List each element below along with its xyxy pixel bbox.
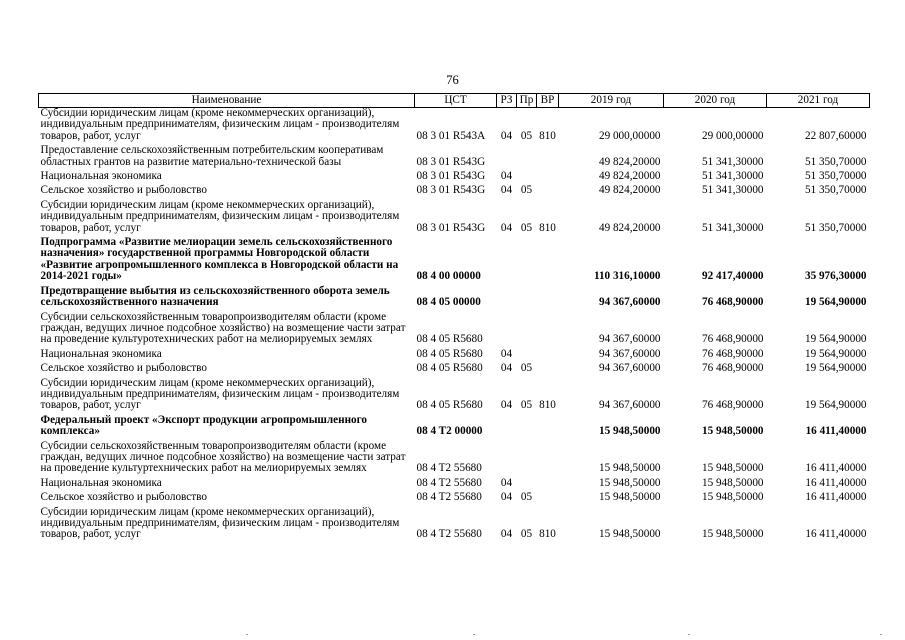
row-pr: 05 <box>520 221 533 234</box>
table-row <box>39 309 870 346</box>
budget-table <box>38 93 870 541</box>
row-value-2019: 94 367,60000 <box>598 362 661 375</box>
row-name: Субсидии сельскохозяйственным товаропроизводителям области (кроме граждан, ведущих личное подсобное хозяйство) на возмещение части затрат на проведение культуротехнических работ на мелиорируемых землях <box>40 310 406 346</box>
row-pr <box>517 234 537 283</box>
row-name: Субсидии сельскохозяйственным товаропроизводителям области (кроме граждан, ведущих личное подсобное хозяйство) на возмещение части затрат на проведение культуртехнических работ на мелиорируемых землях <box>40 439 406 475</box>
row-value-2021: 19 564,90000 <box>804 333 867 346</box>
row-value-2020: 15 948,50000 <box>701 476 764 489</box>
row-rz: 04 <box>500 170 513 183</box>
row-value-2021: 35 976,30000 <box>804 270 867 283</box>
row-value-2019: 29 000,00000 <box>598 129 661 142</box>
row-cst: 08 3 01 R543G <box>416 170 486 183</box>
header-2019: 2019 год <box>559 94 664 108</box>
row-pr <box>517 475 537 489</box>
scan-edge-dots <box>0 634 905 636</box>
row-rz <box>497 309 517 346</box>
row-cst: 08 3 01 R543G <box>416 184 486 197</box>
row-vr <box>537 360 559 374</box>
row-pr <box>517 168 537 182</box>
row-value-2020: 76 468,90000 <box>701 399 764 412</box>
row-vr: 810 <box>539 399 556 412</box>
row-vr <box>537 168 559 182</box>
table-row <box>39 108 870 143</box>
row-name: Предоставление сельскохозяйственным потребительским кооперативам областных грантов на развитие материально-технической базы <box>40 144 384 168</box>
header-2020: 2020 год <box>664 94 767 108</box>
row-value-2020: 51 341,30000 <box>701 184 764 197</box>
row-cst: 08 4 T2 55680 <box>416 476 482 489</box>
row-pr <box>517 412 537 438</box>
row-rz: 04 <box>500 528 513 541</box>
header-cst: ЦСТ <box>415 94 497 108</box>
row-value-2019: 49 824,20000 <box>598 184 661 197</box>
row-value-2020: 76 468,90000 <box>701 362 764 375</box>
row-rz: 04 <box>500 476 513 489</box>
row-value-2020: 29 000,00000 <box>701 129 764 142</box>
row-pr: 05 <box>520 528 533 541</box>
row-value-2020: 92 417,40000 <box>701 270 764 283</box>
row-value-2021: 16 411,40000 <box>805 476 867 489</box>
table-row <box>39 142 870 168</box>
table-row <box>39 475 870 489</box>
row-cst: 08 4 T2 55680 <box>416 462 482 475</box>
row-cst: 08 4 T2 55680 <box>416 491 482 504</box>
table-row <box>39 360 870 374</box>
row-value-2019: 15 948,50000 <box>598 425 661 438</box>
table-row <box>39 504 870 541</box>
row-value-2020: 76 468,90000 <box>701 347 764 360</box>
row-cst: 08 4 T2 55680 <box>416 528 482 541</box>
row-cst: 08 4 00 00000 <box>416 270 481 283</box>
row-cst: 08 3 01 R543G <box>416 221 486 234</box>
row-vr <box>537 489 559 503</box>
table-row <box>39 283 870 309</box>
row-vr <box>537 438 559 475</box>
row-name: Субсидии юридическим лицам (кроме некоммерческих организаций), индивидуальным предпринимателям, физическим лицам - производителям товаров, работ, услуг <box>40 376 400 412</box>
row-cst: 08 3 01 R543G <box>416 155 486 168</box>
row-vr: 810 <box>539 129 556 142</box>
row-pr: 05 <box>520 399 533 412</box>
table-body <box>39 108 870 541</box>
row-name: Федеральный проект «Экспорт продукции агропромышленного комплекса» <box>40 413 368 438</box>
row-value-2021: 19 564,90000 <box>804 399 867 412</box>
row-value-2019: 49 824,20000 <box>598 221 661 234</box>
row-rz: 04 <box>500 399 513 412</box>
row-pr <box>517 346 537 360</box>
row-value-2020: 51 341,30000 <box>701 221 764 234</box>
row-vr <box>537 475 559 489</box>
table-row <box>39 438 870 475</box>
row-pr <box>517 283 537 309</box>
row-value-2020: 15 948,50000 <box>701 425 764 438</box>
row-rz: 04 <box>500 362 513 375</box>
row-value-2021: 51 350,70000 <box>804 184 867 197</box>
row-name: Сельское хозяйство и рыболовство <box>40 491 207 504</box>
row-vr <box>537 412 559 438</box>
row-value-2021: 16 411,40000 <box>805 425 867 438</box>
row-rz <box>497 438 517 475</box>
row-cst: 08 4 05 R5680 <box>416 362 483 375</box>
row-cst: 08 4 05 R5680 <box>416 347 483 360</box>
row-rz <box>497 283 517 309</box>
row-rz <box>497 412 517 438</box>
row-value-2020: 15 948,50000 <box>701 462 764 475</box>
row-name: Предотвращение выбытия из сельскохозяйственного оборота земель сельскохозяйственного назначения <box>40 284 390 309</box>
row-pr: 05 <box>520 184 533 197</box>
row-vr <box>537 142 559 168</box>
row-value-2020: 51 341,30000 <box>701 170 764 183</box>
header-pr: Пр <box>517 94 537 108</box>
row-rz <box>497 142 517 168</box>
table-row <box>39 234 870 283</box>
row-value-2019: 110 316,10000 <box>593 270 661 283</box>
row-vr: 810 <box>539 221 556 234</box>
row-pr <box>517 438 537 475</box>
row-value-2019: 49 824,20000 <box>598 155 661 168</box>
row-vr <box>537 182 559 196</box>
row-value-2020: 76 468,90000 <box>701 333 764 346</box>
row-value-2019: 15 948,50000 <box>598 476 661 489</box>
row-vr <box>537 346 559 360</box>
table-row <box>39 489 870 503</box>
row-value-2019: 94 367,60000 <box>598 296 661 309</box>
row-value-2019: 15 948,50000 <box>598 491 661 504</box>
row-name: Национальная экономика <box>40 476 162 489</box>
row-rz: 04 <box>500 129 513 142</box>
page-number: 76 <box>446 73 459 87</box>
table-row <box>39 346 870 360</box>
header-2021: 2021 год <box>767 94 870 108</box>
row-name: Национальная экономика <box>40 347 162 360</box>
row-value-2021: 16 411,40000 <box>805 528 867 541</box>
row-value-2020: 15 948,50000 <box>701 528 764 541</box>
table-row <box>39 375 870 412</box>
row-value-2021: 16 411,40000 <box>805 491 867 504</box>
row-name: Субсидии юридическим лицам (кроме некоммерческих организаций), индивидуальным предпринимателям, физическим лицам - производителям товаров, работ, услуг <box>40 505 400 541</box>
row-name: Субсидии юридическим лицам (кроме некоммерческих организаций), индивидуальным предпринимателям, физическим лицам - производителям товаров, работ, услуг <box>40 198 400 234</box>
row-rz: 04 <box>500 221 513 234</box>
row-value-2021: 19 564,90000 <box>804 362 867 375</box>
row-value-2019: 15 948,50000 <box>598 528 661 541</box>
row-cst: 08 4 05 00000 <box>416 296 481 309</box>
row-value-2020: 15 948,50000 <box>701 491 764 504</box>
header-rz: РЗ <box>497 94 517 108</box>
table-row <box>39 412 870 438</box>
row-value-2019: 94 367,60000 <box>598 333 661 346</box>
table-row <box>39 168 870 182</box>
row-value-2021: 51 350,70000 <box>804 170 867 183</box>
row-cst: 08 3 01 R543A <box>416 129 486 142</box>
row-name: Национальная экономика <box>40 170 162 183</box>
row-name: Субсидии юридическим лицам (кроме некоммерческих организаций), индивидуальным предпринимателям, физическим лицам - производителям товаров, работ, услуг <box>40 107 400 142</box>
row-value-2019: 49 824,20000 <box>598 170 661 183</box>
row-vr <box>537 283 559 309</box>
row-pr: 05 <box>520 491 533 504</box>
row-value-2019: 94 367,60000 <box>598 399 661 412</box>
row-vr <box>537 309 559 346</box>
row-value-2021: 16 411,40000 <box>805 462 867 475</box>
row-value-2019: 15 948,50000 <box>598 462 661 475</box>
row-name: Сельское хозяйство и рыболовство <box>40 184 207 197</box>
row-rz: 04 <box>500 184 513 197</box>
row-value-2021: 19 564,90000 <box>804 296 867 309</box>
row-vr: 810 <box>539 528 556 541</box>
row-value-2020: 76 468,90000 <box>701 296 764 309</box>
row-value-2021: 22 807,60000 <box>804 129 867 142</box>
row-rz: 04 <box>500 347 513 360</box>
row-name: Сельское хозяйство и рыболовство <box>40 362 207 375</box>
table-row <box>39 197 870 234</box>
row-cst: 08 4 05 R5680 <box>416 333 483 346</box>
row-name: Подпрограмма «Развитие мелиорации земель сельскохозяйственного назначения» государственной программы Новгородской области «Развитие агропромышленного комплекса в Новгородской области на 2014-2021 годы» <box>40 236 399 283</box>
row-value-2019: 94 367,60000 <box>598 347 661 360</box>
row-pr: 05 <box>520 362 533 375</box>
row-value-2021: 19 564,90000 <box>804 347 867 360</box>
row-cst: 08 4 05 R5680 <box>416 399 483 412</box>
table-row <box>39 182 870 196</box>
row-value-2021: 51 350,70000 <box>804 155 867 168</box>
row-cst: 08 4 T2 00000 <box>416 425 483 438</box>
row-rz: 04 <box>500 491 513 504</box>
row-value-2020: 51 341,30000 <box>701 155 764 168</box>
row-pr: 05 <box>520 129 533 142</box>
row-pr <box>517 309 537 346</box>
row-value-2021: 51 350,70000 <box>804 221 867 234</box>
header-name: Наименование <box>39 94 415 108</box>
row-vr <box>537 234 559 283</box>
table-header-row <box>39 94 870 108</box>
row-rz <box>497 234 517 283</box>
row-pr <box>517 142 537 168</box>
header-vr: ВР <box>537 94 559 108</box>
